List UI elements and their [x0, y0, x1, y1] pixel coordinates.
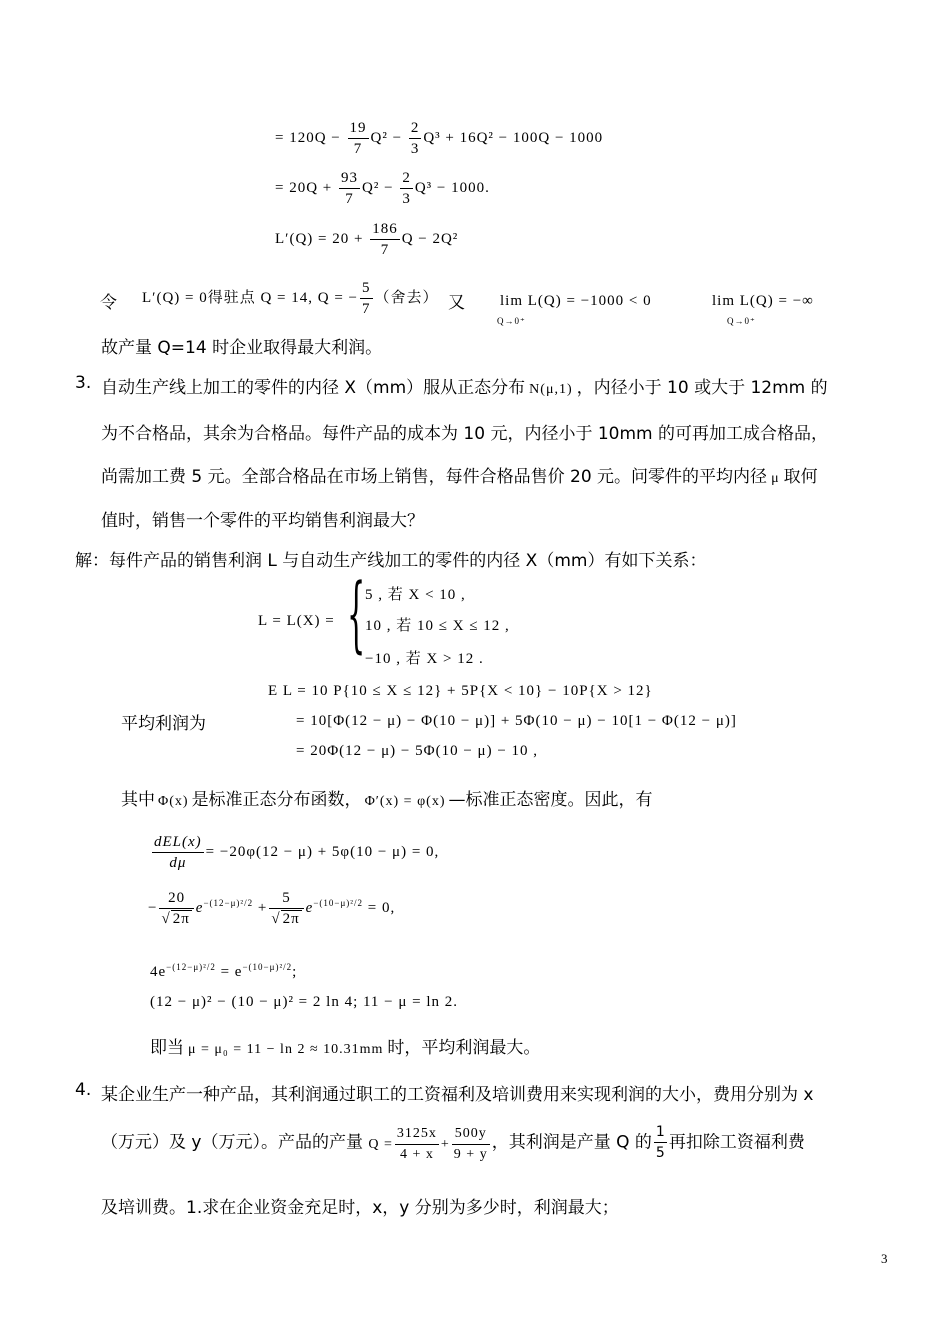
numerator: 186 [370, 219, 400, 240]
numerator: 93 [339, 168, 360, 189]
formula-line-2 [275, 168, 490, 209]
formula-text: （舍去） [374, 289, 439, 306]
fraction [409, 118, 422, 159]
formula-text: Q = [368, 1136, 393, 1152]
fraction [400, 168, 413, 209]
exponent: −(12−μ)²/2 [166, 962, 216, 972]
fraction [339, 168, 360, 209]
text: 时，平均利润最大。 [387, 1038, 541, 1058]
formula-text: e [305, 899, 314, 916]
equation-line-4: (12 − μ)² − (10 − μ)² = 2 ln 4; 11 − μ = ln 2. [150, 994, 459, 1010]
where-line [121, 785, 652, 810]
numerator: dEL(x) [152, 832, 204, 853]
formula-text: Q² − [362, 179, 399, 196]
text: 自动生产线上加工的零件的内径 X（mm）服从正态分布 [101, 378, 526, 398]
fraction [654, 1122, 667, 1163]
denominator: 3 [410, 141, 420, 157]
conclusion-1: 故产量 Q=14 时企业取得最大利润。 [101, 338, 383, 358]
problem3-line1 [101, 373, 828, 398]
problem3-line4: 值时，销售一个零件的平均销售利润最大？ [101, 511, 424, 531]
problem3-line2: 为不合格品，其余为合格品。每件产品的成本为 10 元，内径小于 10mm 的可再加工成合格品， [101, 424, 828, 444]
formula-text: Q − 2Q² [401, 230, 459, 247]
limit-2 [712, 293, 814, 310]
phi-prime-formula: Φ′(x) = φ(x) [364, 794, 446, 809]
formula-text: = e [220, 964, 243, 980]
piecewise-lhs: L = L(X) = [258, 613, 335, 629]
denominator: 7 [380, 242, 390, 258]
numerator: 5 [269, 888, 303, 909]
q-formula [368, 1125, 491, 1162]
denominator: 3 [402, 191, 411, 207]
formula-text: = −20φ(12 − μ) + 5φ(10 − μ) = 0, [205, 843, 440, 860]
ling-label: 令 [100, 293, 117, 313]
formula-text: Q³ − 1000. [414, 179, 490, 196]
formula-text: − [148, 899, 158, 916]
problem4-line1: 某企业生产一种产品，其利润通过职工的工资福利及培训费用来实现利润的大小，费用分别为 x [101, 1085, 814, 1105]
fraction [452, 1124, 490, 1165]
numerator: 500y [452, 1124, 490, 1145]
text: ，内径小于 10 或大于 12mm 的 [576, 378, 828, 398]
limit-1 [500, 293, 652, 310]
formula-text: Q² − [370, 129, 407, 146]
fraction [159, 888, 193, 929]
formula-text: lim L(Q) = −∞ [712, 293, 814, 309]
mu-symbol: μ [771, 471, 780, 486]
answer-formula: μ = μ₀ = 11 − ln 2 ≈ 10.31mm [188, 1042, 384, 1057]
exponent: −(10−μ)²/2 [242, 962, 293, 972]
denominator: 7 [345, 191, 354, 207]
problem-number: 3. [75, 373, 92, 393]
el-line-3: = 20Φ(12 − μ) − 5Φ(10 − μ) − 10 , [296, 743, 539, 759]
text: 尚需加工费 5 元。全部合格品在市场上销售，每件合格品售价 20 元。问零件的平均内径 [101, 467, 768, 487]
text: ，其利润是产量 Q 的 [491, 1132, 652, 1153]
numerator: 2 [409, 118, 422, 139]
fraction [370, 219, 400, 260]
problem-number: 4. [75, 1080, 92, 1100]
numerator: 1 [654, 1122, 667, 1143]
numerator: 19 [348, 118, 369, 139]
problem3-line3 [101, 462, 818, 487]
formula-text: = 0, [367, 899, 396, 916]
formula-line-3 [275, 219, 458, 260]
exponent: −(10−μ)²/2 [313, 897, 363, 908]
equation-line-3 [150, 962, 297, 981]
fraction [152, 832, 204, 873]
text: 是标准正态分布函数， [191, 790, 362, 810]
sqrt-content: 2π [282, 911, 300, 927]
left-brace: { [347, 567, 366, 662]
limit-2-sub: Q→0⁺ [727, 316, 756, 326]
fraction [360, 278, 373, 319]
fraction [348, 118, 369, 159]
formula-line-4 [142, 278, 439, 319]
avg-label: 平均利润为 [121, 714, 206, 734]
denominator: 7 [353, 141, 363, 157]
numerator: 3125x [395, 1124, 439, 1145]
fraction [269, 888, 303, 929]
formula-text: e [195, 899, 204, 916]
el-line-1: E L = 10 P{10 ≤ X ≤ 12} + 5P{X < 10} − 10P{X > 12} [268, 683, 653, 699]
el-line-2: = 10[Φ(12 − μ) − Φ(10 − μ)] + 5Φ(10 − μ) − 10[1 − Φ(12 − μ)] [296, 713, 737, 729]
formula-text: lim L(Q) = −1000 < 0 [500, 293, 652, 309]
formula-text: 4e [150, 964, 167, 980]
text: 取何 [783, 467, 818, 487]
exponent: −(12−μ)²/2 [203, 897, 254, 908]
text: （万元）及 y（万元）。产品的产量 [101, 1132, 363, 1153]
formula-text: L′(Q) = 0得驻点 Q = 14, Q = − [142, 289, 359, 306]
text: —标准正态密度。因此，有 [448, 790, 653, 810]
denominator: 9 + y [453, 1146, 488, 1162]
formula-text: L′(Q) = 20 + [275, 230, 369, 247]
case-3: −10 , 若 X > 12 . [365, 651, 484, 667]
formula-text: Q³ + 16Q² − 100Q − 1000 [423, 129, 604, 146]
sqrt-content: 2π [172, 911, 190, 927]
solution-intro: 解：每件产品的销售利润 L 与自动生产线加工的零件的内径 X（mm）有如下关系： [75, 551, 707, 571]
text: 其中 [121, 790, 155, 810]
denominator: 7 [362, 301, 371, 317]
numerator: 5 [360, 278, 373, 299]
formula-text: ; [292, 964, 298, 980]
denominator: 5 [655, 1145, 665, 1161]
you-label: 又 [448, 293, 465, 313]
formula-text: + [440, 1136, 450, 1152]
case-1: 5 , 若 X < 10 , [365, 587, 466, 603]
denominator: 4 + x [399, 1146, 434, 1162]
fraction [395, 1124, 439, 1165]
formula-text: + [257, 899, 268, 916]
problem4-line2 [101, 1122, 805, 1165]
dist-formula: N(μ,1) [529, 382, 573, 397]
problem4-line3: 及培训费。1.求在企业资金充足时，x，y 分别为多少时，利润最大； [101, 1198, 619, 1218]
numerator: 20 [159, 888, 193, 909]
denominator: dμ [169, 855, 187, 871]
page-number: 3 [881, 1251, 888, 1266]
denominator: √ 2π [161, 911, 190, 927]
text: 即当 [150, 1038, 184, 1058]
phi-formula: Φ(x) [158, 794, 189, 809]
density-line [148, 888, 395, 929]
text: 再扣除工资福利费 [668, 1132, 805, 1153]
denominator: √ 2π [271, 911, 300, 927]
formula-text: = 120Q − [275, 129, 346, 146]
formula-text: = 20Q + [275, 179, 338, 196]
limit-1-sub: Q→0⁺ [497, 316, 526, 326]
answer-line [150, 1033, 540, 1058]
case-2: 10 , 若 10 ≤ X ≤ 12 , [365, 618, 510, 634]
derivative-line [150, 832, 439, 873]
formula-line-1 [275, 118, 603, 159]
numerator: 2 [400, 168, 413, 189]
